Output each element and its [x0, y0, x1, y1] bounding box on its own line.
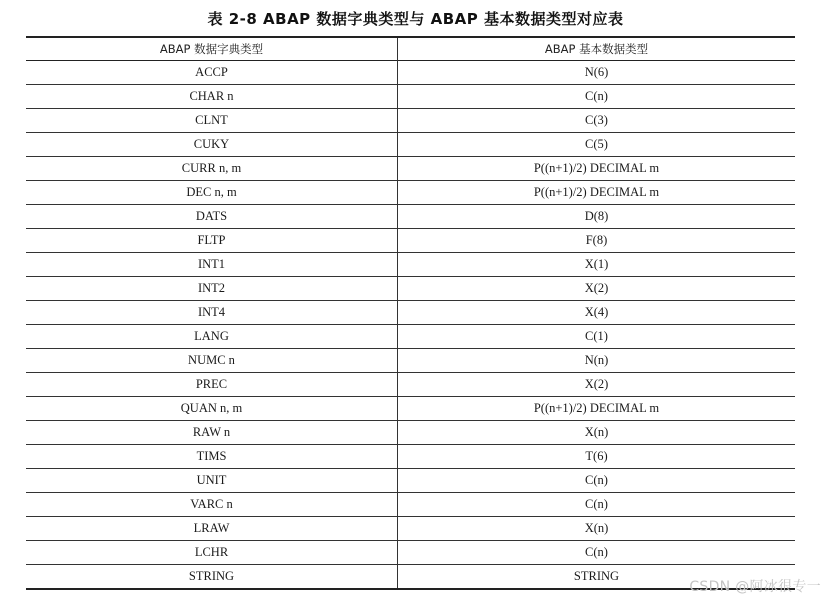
table-row	[26, 85, 795, 109]
dictionary-type-cell: TIMS	[26, 445, 398, 469]
basic-type-cell: P((n+1)/2) DECIMAL m	[398, 157, 796, 181]
dictionary-type-cell: VARC n	[26, 493, 398, 517]
header-basic-type: ABAP 基本数据类型	[544, 42, 649, 56]
table-row	[26, 349, 795, 373]
table-row	[26, 133, 795, 157]
table-row	[26, 325, 795, 349]
basic-type-cell: C(3)	[398, 109, 796, 133]
table-row	[26, 373, 795, 397]
dictionary-type-cell: NUMC n	[26, 349, 398, 373]
dictionary-type-cell: INT4	[26, 301, 398, 325]
basic-type-cell: X(1)	[398, 253, 796, 277]
basic-type-cell: C(1)	[398, 325, 796, 349]
dictionary-type-cell: DEC n, m	[26, 181, 398, 205]
basic-type-cell: P((n+1)/2) DECIMAL m	[398, 397, 796, 421]
table-row	[26, 493, 795, 517]
dictionary-type-cell: UNIT	[26, 469, 398, 493]
dictionary-type-cell: CURR n, m	[26, 157, 398, 181]
table-row	[26, 61, 795, 85]
dictionary-type-cell: INT1	[26, 253, 398, 277]
dictionary-type-cell: LANG	[26, 325, 398, 349]
dictionary-type-cell: PREC	[26, 373, 398, 397]
basic-type-cell: C(n)	[398, 493, 796, 517]
dictionary-type-cell: LCHR	[26, 541, 398, 565]
type-mapping-table	[26, 36, 795, 590]
watermark: CSDN @阿冰很专一	[689, 579, 821, 595]
table-row	[26, 517, 795, 541]
dictionary-type-cell: DATS	[26, 205, 398, 229]
dictionary-type-cell: CUKY	[26, 133, 398, 157]
table-row	[26, 205, 795, 229]
basic-type-cell: P((n+1)/2) DECIMAL m	[398, 181, 796, 205]
basic-type-cell: X(n)	[398, 517, 796, 541]
table-row	[26, 445, 795, 469]
basic-type-cell: F(8)	[398, 229, 796, 253]
table-row	[26, 469, 795, 493]
table-row	[26, 277, 795, 301]
basic-type-cell: C(n)	[398, 541, 796, 565]
table-row	[26, 565, 795, 590]
dictionary-type-cell: QUAN n, m	[26, 397, 398, 421]
basic-type-cell: X(2)	[398, 277, 796, 301]
dictionary-type-cell: FLTP	[26, 229, 398, 253]
table-row	[26, 421, 795, 445]
basic-type-cell: X(4)	[398, 301, 796, 325]
basic-type-cell: C(n)	[398, 469, 796, 493]
dictionary-type-cell: CHAR n	[26, 85, 398, 109]
dictionary-type-cell: ACCP	[26, 61, 398, 85]
table-row	[26, 397, 795, 421]
dictionary-type-cell: LRAW	[26, 517, 398, 541]
table-row	[26, 541, 795, 565]
basic-type-cell: T(6)	[398, 445, 796, 469]
table-row	[26, 109, 795, 133]
basic-type-cell: C(n)	[398, 85, 796, 109]
basic-type-cell: N(6)	[398, 61, 796, 85]
table-row	[26, 253, 795, 277]
table-body	[26, 61, 795, 590]
basic-type-cell: X(2)	[398, 373, 796, 397]
dictionary-type-cell: CLNT	[26, 109, 398, 133]
table-row	[26, 157, 795, 181]
basic-type-cell: C(5)	[398, 133, 796, 157]
basic-type-cell: D(8)	[398, 205, 796, 229]
header-dictionary-type: ABAP 数据字典类型	[26, 37, 398, 61]
header-row	[26, 37, 795, 61]
basic-type-cell: STRING	[398, 565, 796, 590]
table-row	[26, 181, 795, 205]
dictionary-type-cell: RAW n	[26, 421, 398, 445]
table-header	[26, 37, 795, 61]
basic-type-cell: N(n)	[398, 349, 796, 373]
dictionary-type-cell: STRING	[26, 565, 398, 590]
table-row	[26, 229, 795, 253]
table-caption: 表 2-8 ABAP 数据字典类型与 ABAP 基本数据类型对应表	[207, 10, 624, 28]
table-row	[26, 301, 795, 325]
dictionary-type-cell: INT2	[26, 277, 398, 301]
basic-type-cell: X(n)	[398, 421, 796, 445]
